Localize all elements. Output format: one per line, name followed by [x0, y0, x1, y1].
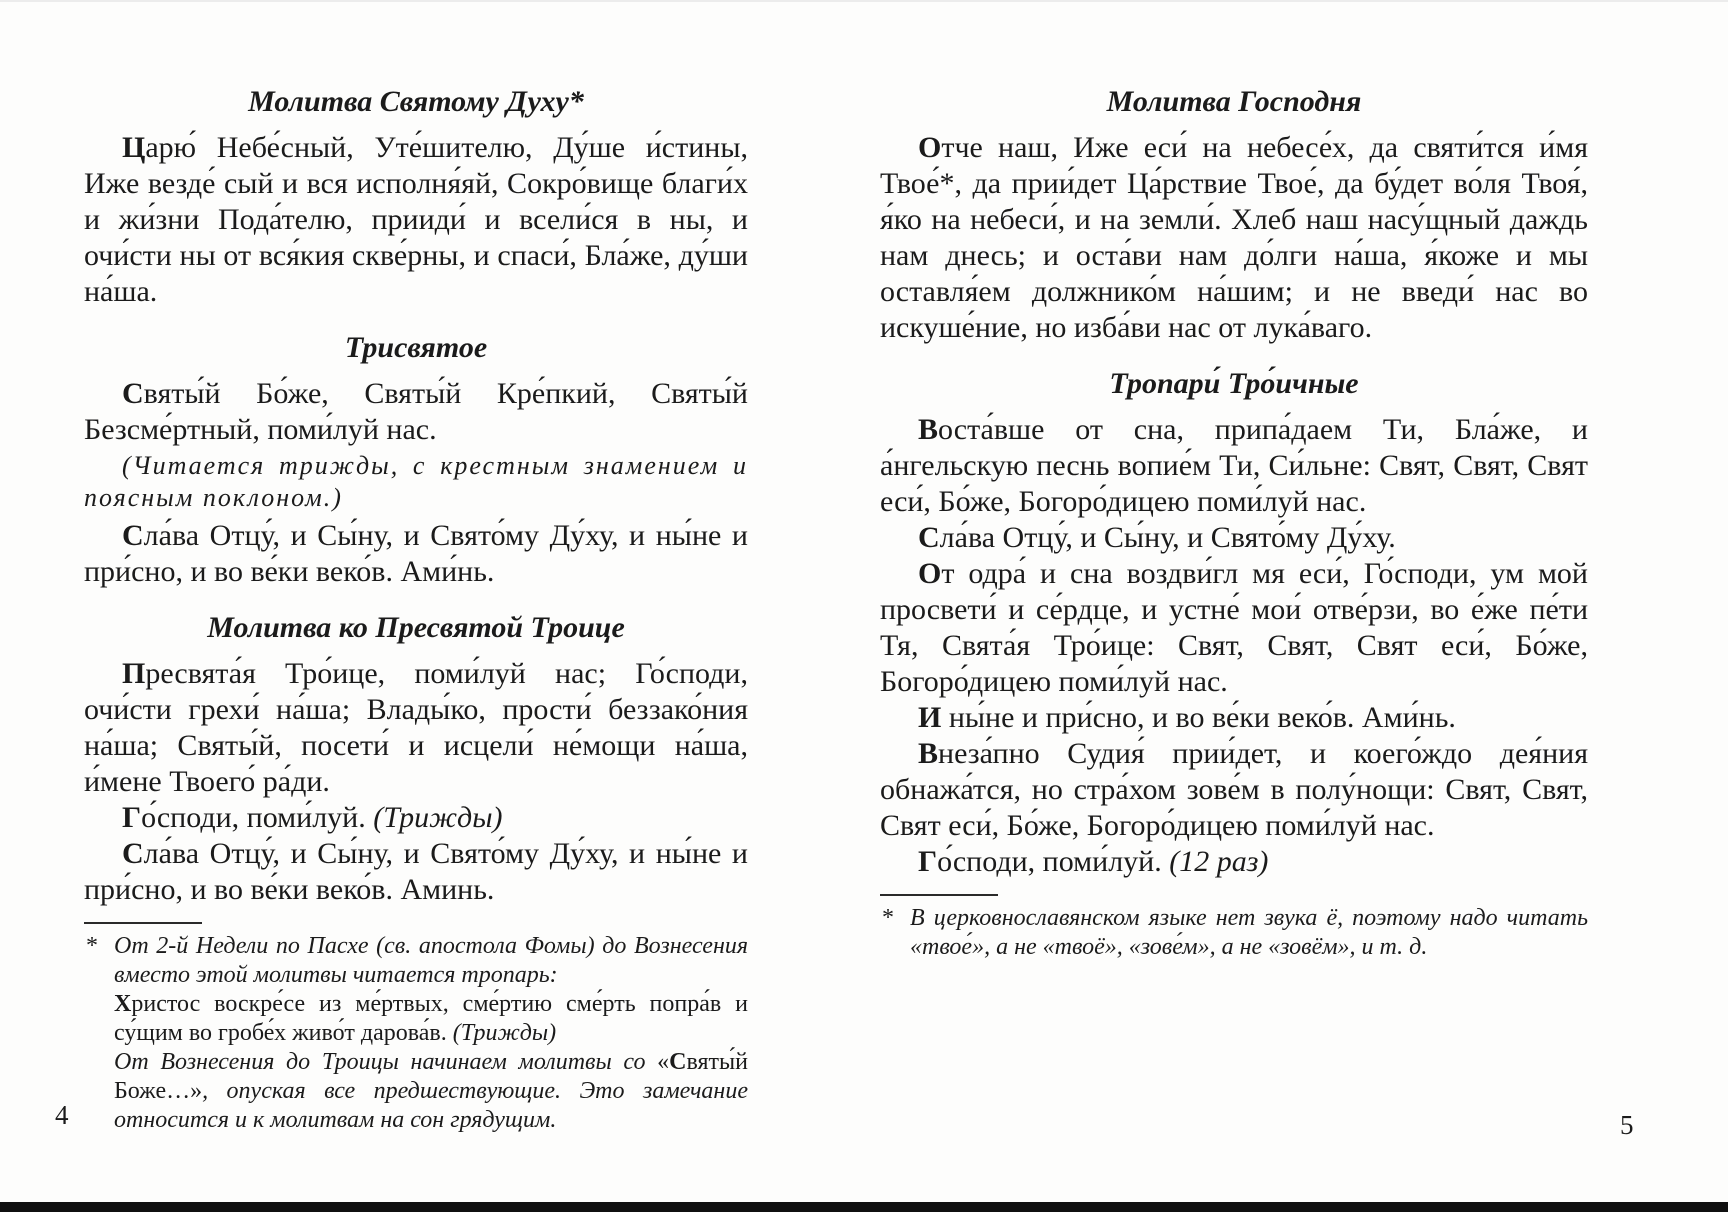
- footnote-paragraph: От Вознесения до Троицы начинаем молитвы со «Святы́й Боже…», опуская все предшествующие. Это замечание относится и к молитвам на сон грядущим.: [114, 1049, 748, 1133]
- book-page-4: [84, 0, 748, 1135]
- prayer-text: Пресвята́я Тро́ице, поми́луй нас; Го́споди, очи́сти грехи́ на́ша; Влады́ко, прости́ беззако́ния на́ша; Святы́й, посети́ и исцели́ не́мощи на́ша, и́мене Твоего́ ра́ди.: [84, 657, 748, 798]
- footnote-separator: [84, 922, 202, 924]
- prayer-heading-holy-spirit: Молитва Святому Духу*: [248, 85, 584, 118]
- prayer-text: Сла́ва Отцу́, и Сы́ну, и Свято́му Ду́ху, и ны́не и при́сно, и во ве́ки веко́в. Аминь.: [84, 837, 748, 906]
- page-number-4: 4: [55, 1100, 69, 1130]
- book-page-5: [880, 0, 1588, 962]
- footnote-marker: *: [882, 905, 894, 931]
- prayer-heading-trisagion: Трисвятое: [344, 331, 488, 364]
- prayer-heading-trinity-troparia: Тропари́ Тро́ичные: [1109, 367, 1359, 400]
- page-number-5: 5: [1620, 1110, 1634, 1140]
- prayer-text: Внеза́пно Судия́ прии́дет, и коего́ждо дея́ния обнажа́тся, но стра́хом зове́м в полу́нощи: Свят, Свят, Свят еси́, Бо́же, Богоро́дицею поми́луй нас.: [880, 737, 1588, 842]
- footnote-paragraph: * От 2-й Недели по Пасхе (св. апостола Фомы) до Вознесения вместо этой молитвы читается тропарь:: [86, 933, 748, 988]
- prayer-text: И ны́не и при́сно, и во ве́ки веко́в. Ами́нь.: [918, 701, 1456, 734]
- rubric-note: (Читается трижды, с крестным знамением и поясным поклоном.): [84, 451, 748, 512]
- prayer-heading-lords-prayer: Молитва Господня: [1106, 85, 1362, 118]
- scan-bottom-edge: [0, 1202, 1728, 1212]
- prayer-text: Воста́вше от сна, припа́даем Ти, Бла́же, и а́нгельскую песнь вопие́м Ти, Си́льне: Свят, Свят, Свят еси́, Бо́же, Богоро́дицею поми́луй нас.: [880, 413, 1588, 518]
- prayer-text: От одра́ и сна воздви́гл мя еси́, Го́споди, ум мой просвети́ и се́рдце, и устне́ мои́ отве́рзи, во е́же пе́ти Тя, Свята́я Тро́ице: Свят, Свят, Свят еси́, Бо́же, Богоро́дицею поми́луй нас.: [880, 557, 1588, 698]
- prayer-text: Отче наш, Иже еси́ на небесе́х, да святи́тся и́мя Твое́*, да прии́дет Ца́рствие Твое́, да бу́дет во́ля Твоя́, я́ко на небеси́, и на земли́. Хлеб наш насу́щный даждь нам днесь; и оста́ви нам до́лги на́ша, я́коже и мы оставля́ем должнико́м на́шим; и не введи́ нас во искуше́ние, но изба́ви нас от лука́ваго.: [880, 131, 1588, 344]
- footnote-separator: [880, 894, 998, 896]
- prayer-text: Го́споди, поми́луй. (Трижды): [122, 801, 503, 834]
- footnote-paragraph: Христос воскре́се из ме́ртвых, сме́ртию сме́рть попра́в и су́щим во гробе́х живо́т дарова́в. (Трижды): [114, 991, 748, 1046]
- footnote-marker: *: [86, 933, 98, 959]
- prayer-text: Царю́ Небе́сный, Уте́шителю, Ду́ше и́стины, Иже везде́ сый и вся исполня́яй, Сокро́вище благи́х и жи́зни Пода́телю, прииди́ и всели́ся в ны, и очи́сти ны от вся́кия скве́рны, и спаси́, Бла́же, ду́ши на́ша.: [84, 131, 748, 308]
- prayer-text: Сла́ва Отцу́, и Сы́ну, и Свято́му Ду́ху.: [918, 521, 1396, 554]
- prayer-text: Сла́ва Отцу́, и Сы́ну, и Свято́му Ду́ху, и ны́не и при́сно, и во ве́ки веко́в. Ами́нь.: [84, 519, 748, 588]
- prayer-text: Святы́й Бо́же, Святы́й Кре́пкий, Святы́й Безсме́ртный, поми́луй нас.: [84, 377, 748, 446]
- footnote-paragraph: * В церковнославянском языке нет звука ё, поэтому надо читать «твое́», а не «твоё», «зове́м», а не «зовём», и т. д.: [882, 905, 1588, 960]
- prayer-heading-trinity: Молитва ко Пресвятой Троице: [207, 611, 625, 644]
- prayer-text: Го́споди, поми́луй. (12 раз): [918, 845, 1269, 878]
